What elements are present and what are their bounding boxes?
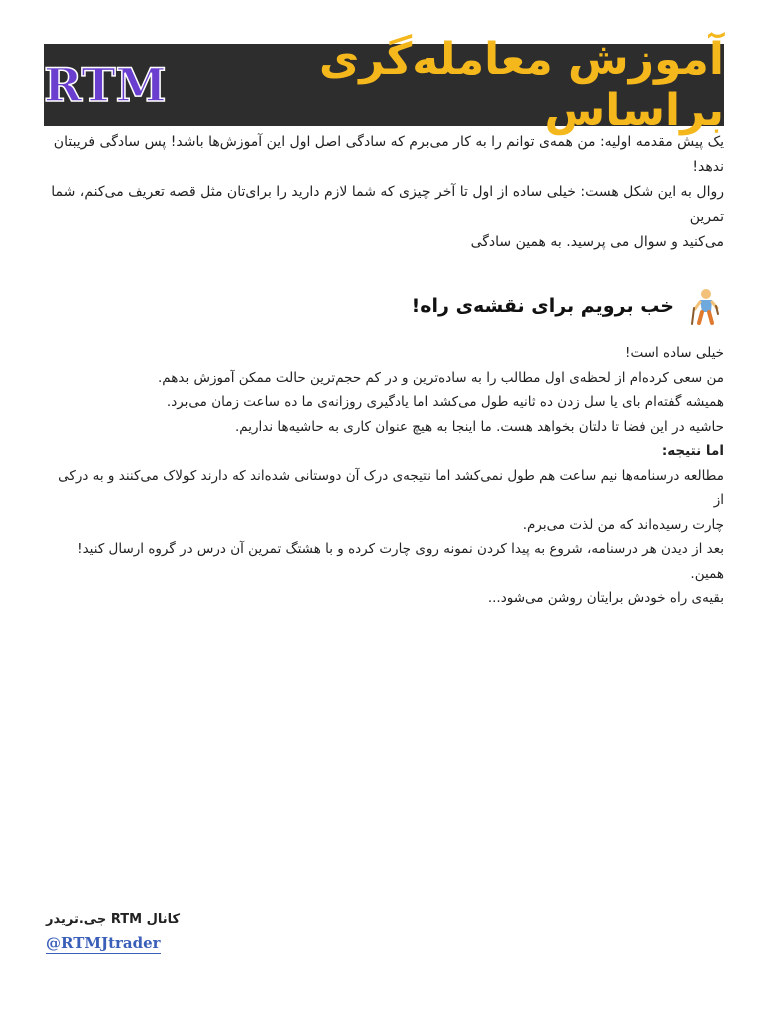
intro-line: روال به این شکل هست: خیلی ساده از اول تا آخر چیزی که شما لازم دارید را برای‌تان مثل قصه تعریف می‌کنم، شما تمرین	[51, 184, 724, 225]
body-line: حاشیه در این فضا تا دلتان بخواهد هست. ما اینجا به هیچ عنوان کاری به حاشیه‌ها نداریم.	[234, 418, 724, 435]
channel-label: کانال RTM جی.تریدر	[46, 912, 181, 927]
body-line: همیشه گفته‌ام بای یا سل زدن ده ثانیه طول می‌کشد اما یادگیری روزانه‌ی ما ده ساعت زمان می‌برد.	[166, 394, 724, 410]
result-line: بقیه‌ی راه خودش برایتان روشن می‌شود...	[487, 590, 724, 606]
body-line: من سعی کرده‌ام از لحظه‌ی اول مطالب را به ساده‌ترین و در کم حجم‌ترین حالت ممکن آموزش بدهم.	[158, 369, 724, 386]
result-label: اما نتیجه:	[661, 443, 724, 459]
banner-title: آموزش معامله‌گری براساس	[318, 34, 724, 136]
result-line: بعد از دیدن هر درسنامه، شروع به پیدا کردن نمونه روی چارت کرده و با هشتگ تمرین آن درس در گروه ارسال کنید! همین.	[77, 541, 724, 582]
channel-handle-link[interactable]: @RTMJtrader	[46, 934, 161, 952]
result-line: مطالعه درسنامه‌ها نیم ساعت هم طول نمی‌کشد اما نتیجه‌ی درک آن دوستانی شده‌اند که دارند کولاک می‌کنند و به درکی از	[58, 467, 724, 508]
intro-line: می‌کنید و سوال می پرسید. به همین سادگی	[470, 234, 724, 250]
body-line: خیلی ساده است!	[625, 345, 724, 361]
section-title: خب برویم برای نقشه‌ی راه!	[411, 295, 674, 317]
section-heading	[44, 286, 724, 326]
intro-line: یک پیش مقدمه اولیه: من همه‌ی توانم را به کار می‌برم که سادگی اصل اول این آموزش‌ها باشد! پس سادگی فریبتان ندهد!	[53, 134, 724, 175]
section-body	[44, 341, 724, 611]
result-line: چارت رسیده‌اند که من لذت می‌برم.	[522, 516, 724, 533]
footer	[46, 912, 180, 954]
person-walking-with-cane-icon	[684, 286, 724, 326]
intro-paragraph	[44, 130, 724, 255]
title-banner	[44, 34, 724, 136]
banner-brand: RTM	[44, 58, 167, 112]
